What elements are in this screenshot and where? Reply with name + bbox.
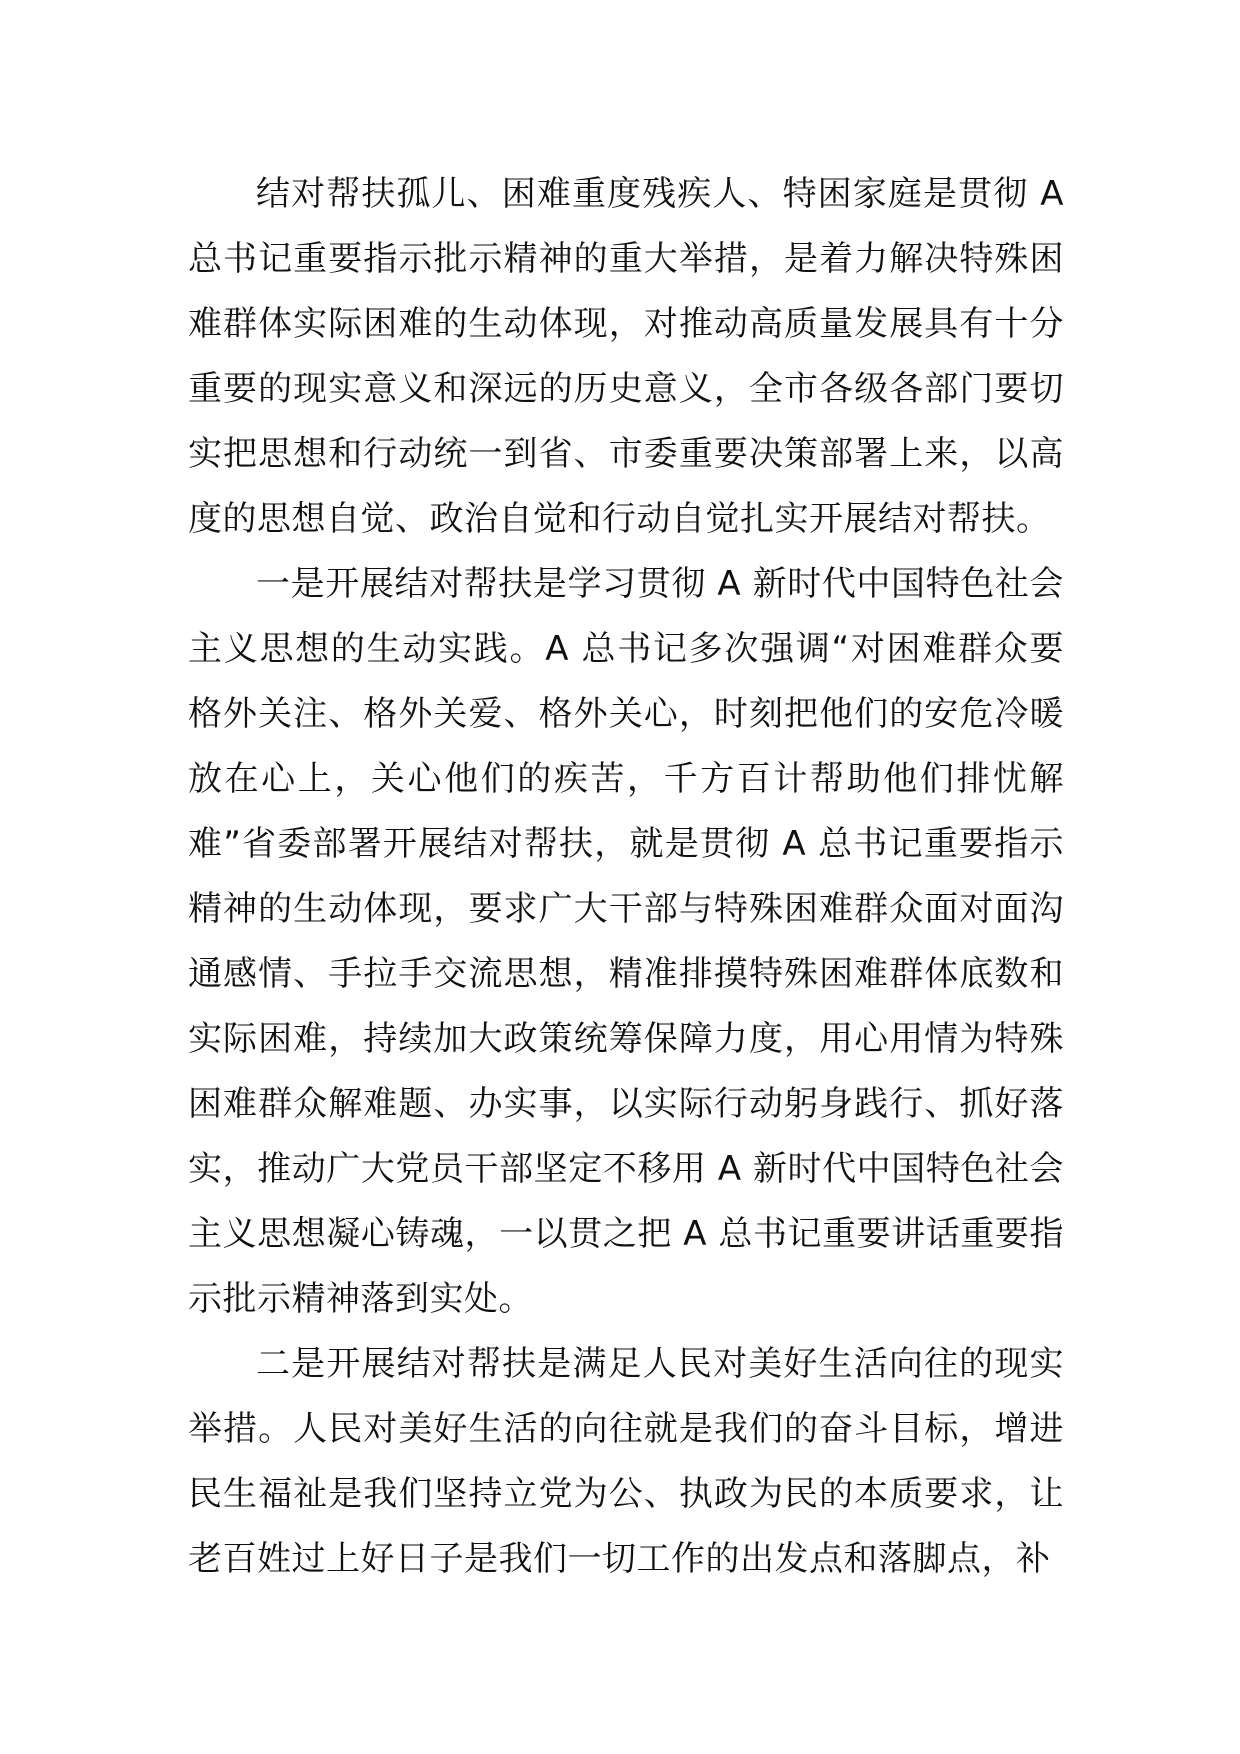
paragraph-point-two: 二是开展结对帮扶是满足人民对美好生活向往的现实举措。人民对美好生活的向往就是我们的奋斗目标，增进民生福祉是我们坚持立党为公、执政为民的本质要求，让老百姓过上好日子是我们一切工作的出发点和落脚点，补	[188, 1344, 1064, 1579]
document-body	[188, 162, 1064, 1592]
paragraph-intro: 结对帮扶孤儿、困难重度残疾人、特困家庭是贯彻 A 总书记重要指示批示精神的重大举措，是着力解决特殊困难群体实际困难的生动体现，对推动高质量发展具有十分重要的现实意义和深远的历史意义，全市各级各部门要切实把思想和行动统一到省、市委重要决策部署上来，以高度的思想自觉、政治自觉和行动自觉扎实开展结对帮扶。	[188, 174, 1064, 539]
paragraph-point-one: 一是开展结对帮扶是学习贯彻 A 新时代中国特色社会主义思想的生动实践。A 总书记多次强调“对困难群众要格外关注、格外关爱、格外关心，时刻把他们的安危冷暖放在心上，关心他们的疾苦，千方百计帮助他们排忧解难”省委部署开展结对帮扶，就是贯彻 A 总书记重要指示精神的生动体现，要求广大干部与特殊困难群众面对面沟通感情、手拉手交流思想，精准排摸特殊困难群体底数和实际困难，持续加大政策统筹保障力度，用心用情为特殊困难群众解难题、办实事，以实际行动躬身践行、抓好落实，推动广大党员干部坚定不移用 A 新时代中国特色社会主义思想凝心铸魂，一以贯之把 A 总书记重要讲话重要指示批示精神落到实处。	[188, 564, 1064, 1319]
